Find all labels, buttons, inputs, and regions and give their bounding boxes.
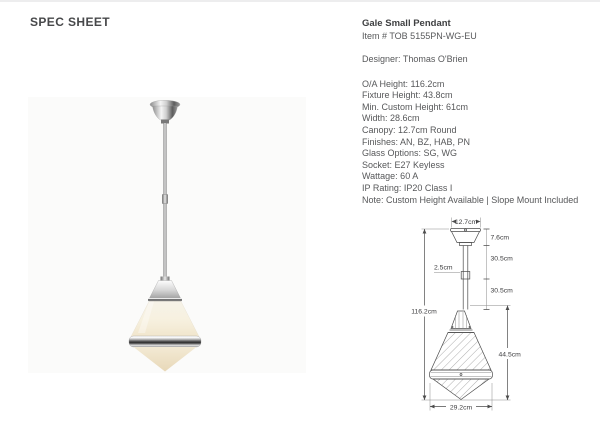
svg-text:30.5cm: 30.5cm (490, 255, 513, 263)
pendant-photo-art (28, 97, 306, 373)
spec-list (362, 79, 592, 207)
svg-text:30.5cm: 30.5cm (490, 287, 513, 295)
svg-text:29.2cm: 29.2cm (449, 404, 473, 412)
item-number: Item # TOB 5155PN-WG-EU (362, 31, 477, 41)
spec-glass-options: Glass Options: SG, WG (362, 148, 458, 159)
product-name: Gale Small Pendant (362, 18, 451, 29)
svg-text:2.5cm: 2.5cm (434, 264, 453, 272)
drawing-shade (430, 311, 493, 400)
product-info (362, 18, 592, 206)
dim-right-chain (484, 229, 514, 310)
spec-oa-height: O/A Height: 116.2cm (362, 78, 445, 89)
spec-note: Note: Custom Height Available | Slope Mount Included (362, 194, 579, 205)
designer: Designer: Thomas O'Brien (362, 54, 468, 64)
technical-drawing (400, 212, 600, 429)
glass-shade (129, 302, 201, 372)
dim-coupler (434, 265, 460, 273)
spec-canopy: Canopy: 12.7cm Round (362, 124, 457, 135)
svg-text:116.2cm: 116.2cm (411, 308, 437, 316)
dim-canopy-width (452, 218, 481, 228)
stem-rod (162, 123, 167, 282)
svg-text:44.5cm: 44.5cm (498, 351, 521, 359)
product-photo (28, 97, 306, 373)
spec-socket: Socket: E27 Keyless (362, 159, 445, 170)
socket-cap (148, 277, 182, 302)
spec-min-height: Min. Custom Height: 61cm (362, 101, 469, 112)
spec-ip-rating: IP Rating: IP20 Class I (362, 182, 453, 193)
svg-text:12.7cm: 12.7cm (454, 219, 478, 226)
spec-wattage: Wattage: 60 A (362, 171, 419, 182)
spec-finishes: Finishes: AN, BZ, HAB, PN (362, 136, 471, 147)
canopy (150, 100, 180, 123)
page-title: SPEC SHEET (30, 15, 111, 29)
svg-text:7.6cm: 7.6cm (490, 234, 510, 242)
drawing-canopy (451, 229, 481, 246)
drawing-rod (461, 246, 470, 310)
spec-width: Width: 28.6cm (362, 113, 420, 124)
spec-fixture-height: Fixture Height: 43.8cm (362, 90, 453, 101)
